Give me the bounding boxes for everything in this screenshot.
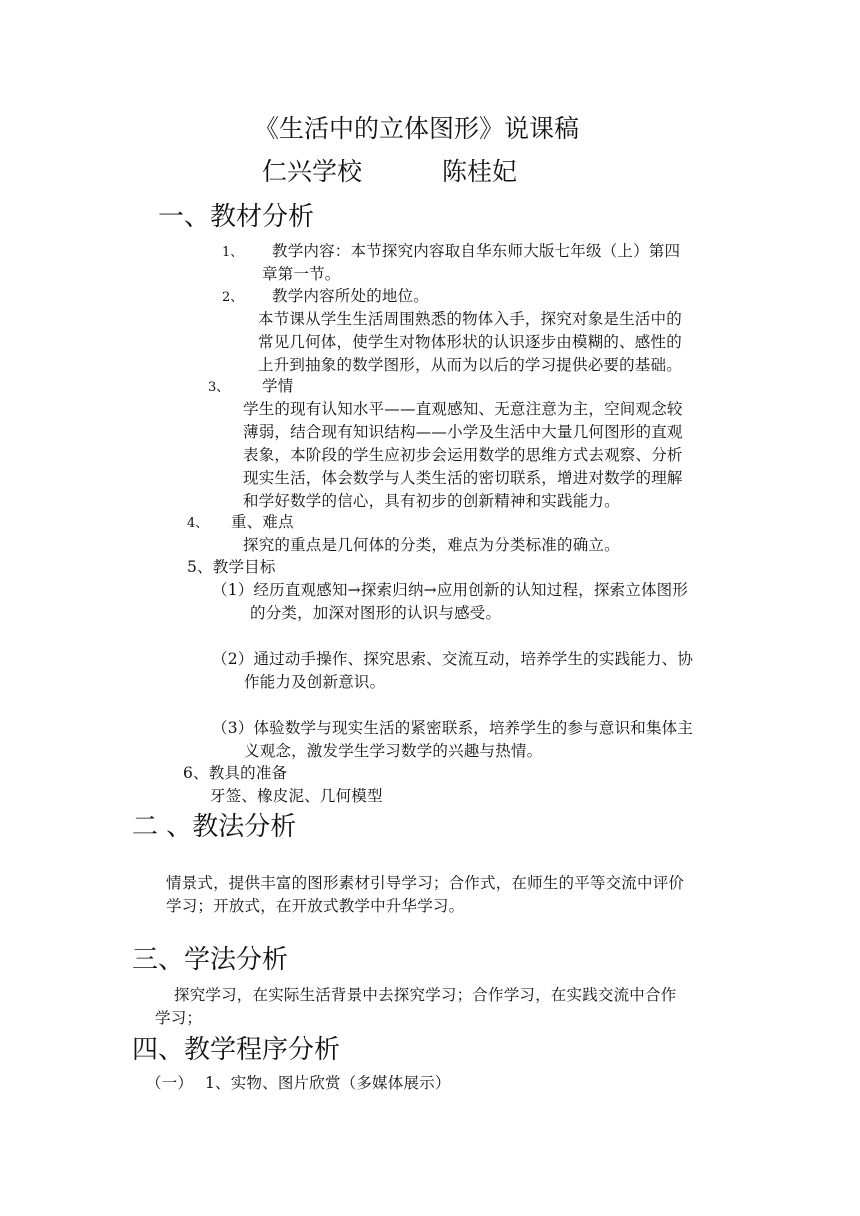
section-heading-teaching-procedure: 四、教学程序分析 [132, 1035, 341, 1065]
school-name: 仁兴学校 [262, 157, 363, 186]
paragraph-line: （3）体验数学与现实生活的紧密联系，培养学生的参与意识和集体主 [212, 719, 694, 737]
paragraph-line: 学习； [155, 1009, 203, 1027]
paragraph-line: 重、难点 [231, 513, 294, 531]
paragraph-line: 教学内容：本节探究内容取自华东师大版七年级（上）第四 [272, 242, 681, 260]
paragraph-line: 1、实物、图片欣赏（多媒体展示） [205, 1074, 451, 1092]
document-title: 《生活中的立体图形》说课稿 [254, 114, 580, 143]
paragraph-line: 薄弱，结合现有知识结构——小学及生活中大量几何图形的直观 [243, 423, 683, 441]
paragraph-line: 现实生活，体会数学与人类生活的密切联系，增进对数学的理解 [243, 469, 683, 487]
section-heading-textbook-analysis: 一、教材分析 [158, 202, 315, 232]
item-number: 3、 [208, 380, 230, 395]
subsection-number: （一） [146, 1074, 194, 1092]
paragraph-line: 情景式，提供丰富的图形素材引导学习；合作式，在师生的平等交流中评价 [166, 874, 685, 892]
item-number: 1、 [222, 245, 244, 260]
paragraph-line: （1）经历直观感知→探索归纳→应用创新的认知过程，探索立体图形 [212, 581, 689, 599]
paragraph-line: 表象，本阶段的学生应初步会运用数学的思维方式去观察、分析 [243, 446, 683, 464]
paragraph-line: 教学内容所处的地位。 [272, 287, 430, 305]
paragraph-line: 学生的现有认知水平——直观感知、无意注意为主，空间观念较 [243, 400, 683, 418]
paragraph-line: 义观念，激发学生学习数学的兴趣与热情。 [244, 742, 543, 760]
paragraph-line: 的分类，加深对图形的认识与感受。 [250, 604, 502, 622]
paragraph-line: 学情 [262, 377, 294, 395]
paragraph-line: 常见几何体，使学生对物体形状的认识逐步由模糊的、感性的 [258, 333, 682, 351]
item-number: 4、 [187, 516, 209, 531]
paragraph-line: 6、教具的准备 [183, 764, 288, 782]
author-name: 陈桂妃 [442, 157, 518, 186]
paragraph-line: 5、教学目标 [187, 558, 276, 576]
paragraph-line: 上升到抽象的数学图形，从而为以后的学习提供必要的基础。 [258, 356, 682, 374]
paragraph-line: 探究的重点是几何体的分类，难点为分类标准的确立。 [243, 536, 620, 554]
paragraph-line: 学习；开放式，在开放式教学中升华学习。 [166, 897, 465, 915]
paragraph-line: 牙签、橡皮泥、几何模型 [210, 787, 383, 805]
paragraph-line: 本节课从学生生活周围熟悉的物体入手，探究对象是生活中的 [258, 310, 682, 328]
paragraph-line: 和学好数学的信心，具有初步的创新精神和实践能力。 [243, 492, 620, 510]
paragraph-line: （2）通过动手操作、探究思索、交流互动，培养学生的实践能力、协 [212, 650, 694, 668]
paragraph-line: 章第一节。 [262, 265, 341, 283]
paragraph-line: 探究学习，在实际生活背景中去探究学习；合作学习，在实践交流中合作 [174, 986, 677, 1004]
section-heading-teaching-methods: 二 、教法分析 [132, 812, 297, 842]
section-heading-learning-methods: 三、学法分析 [132, 945, 289, 975]
item-number: 2、 [222, 290, 244, 305]
paragraph-line: 作能力及创新意识。 [244, 673, 386, 691]
